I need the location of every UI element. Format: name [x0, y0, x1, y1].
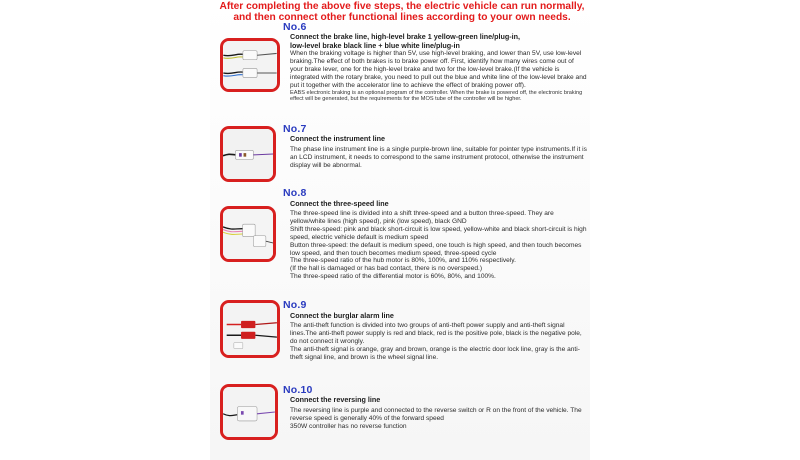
- paragraph: Button three-speed: the default is medium speed, one touch is high speed, and then touch becomes low speed, and then touch becomes medium speed, three-speed cycle: [290, 241, 582, 257]
- reverse-plug-photo: [220, 384, 278, 440]
- page-header: [216, 1, 588, 23]
- brake-plug-photo: [220, 38, 280, 92]
- paragraph: The three-speed ratio of the hub motor is 80%, 100%, and 110% respectively.: [290, 257, 516, 265]
- section-title: Connect the burglar alarm line: [290, 311, 394, 320]
- note-paragraph: EABS electronic braking is an optional program of the controller. When the brake is powered off, the electronic braking effect will be generated, but the requirements for the MOS tube of the controller will be higher.: [290, 89, 583, 102]
- header-line-1: After completing the above five steps, the electric vehicle can run normally,: [219, 1, 585, 12]
- paragraph: The anti-theft signal is orange, gray and brown, orange is the electric door lock line, gray is the anti-theft signal line, and brown is the wheel signal line.: [290, 345, 580, 361]
- paragraph: The reversing line is purple and connected to the reverse switch or R on the front of the vehicle. The reverse speed is generally 40% of the forward speed: [290, 407, 582, 422]
- paragraph: (If the hall is damaged or has bad contact, there is no overspeed.): [290, 265, 483, 273]
- paragraph: The three-speed line is divided into a shift three-speed and a button three-speed. They are yellow/white lines (high speed), pink (low speed), black GND: [290, 210, 554, 225]
- section-title: Connect the brake line, high-level brake 1 yellow-green line/plug-in, low-level brake black line + blue white line/plug-in: [290, 32, 521, 50]
- paragraph: 350W controller has no reverse function: [290, 422, 407, 430]
- paragraph: The three-speed ratio of the differential motor is 60%, 80%, and 100%.: [290, 273, 496, 281]
- section-title: Connect the reversing line: [290, 395, 381, 404]
- section-number: No.7: [283, 123, 307, 135]
- section-number: No.6: [283, 21, 307, 33]
- alarm-plug-photo: [220, 300, 280, 358]
- section-body: [290, 322, 588, 362]
- section-title: Connect the instrument line: [290, 134, 386, 143]
- header-line-2: and then connect other functional lines according to your own needs.: [233, 12, 571, 23]
- three-speed-plug-photo: [220, 206, 276, 262]
- instrument-plug-photo: [220, 126, 276, 182]
- paragraph: The anti-theft function is divided into two groups of anti-theft power supply and anti-theft signal lines.The anti-theft power supply is red and black, red is the positive pole, black is the negative pole, do not connect it wrongly.: [290, 322, 582, 345]
- section-body: [290, 146, 588, 170]
- section-body: [290, 210, 588, 281]
- section-number: No.10: [283, 384, 313, 396]
- paragraph: When the braking voltage is higher than 5V, use high-level braking, and lower than 5V, use low-level braking.The effect of both brakes is to brake power off. First, identify how many wires come out of your brake lever, one for the high-level brake and two for the low-level brake.(If the vehicle is integrated with the rotary brake, you need to pull out the blue and white line of the low-level brake and put it together with the accelerator line to achieve the effect of braking power off).: [290, 50, 587, 89]
- paragraph: Shift three-speed: pink and black short-circuit is low speed, yellow-white and black short-circuit is high speed, electric vehicle default is medium speed: [290, 225, 587, 241]
- section-title: Connect the three-speed line: [290, 199, 389, 208]
- section-body: [290, 50, 588, 102]
- section-body: [290, 407, 588, 431]
- section-number: No.8: [283, 187, 307, 199]
- paragraph: The phase line instrument line is a single purple-brown line, suitable for pointer type instruments.If it is an LCD instrument, it needs to correspond to the same instrument protocol, otherwise the instrument display will be abnormal.: [290, 146, 587, 169]
- section-number: No.9: [283, 299, 307, 311]
